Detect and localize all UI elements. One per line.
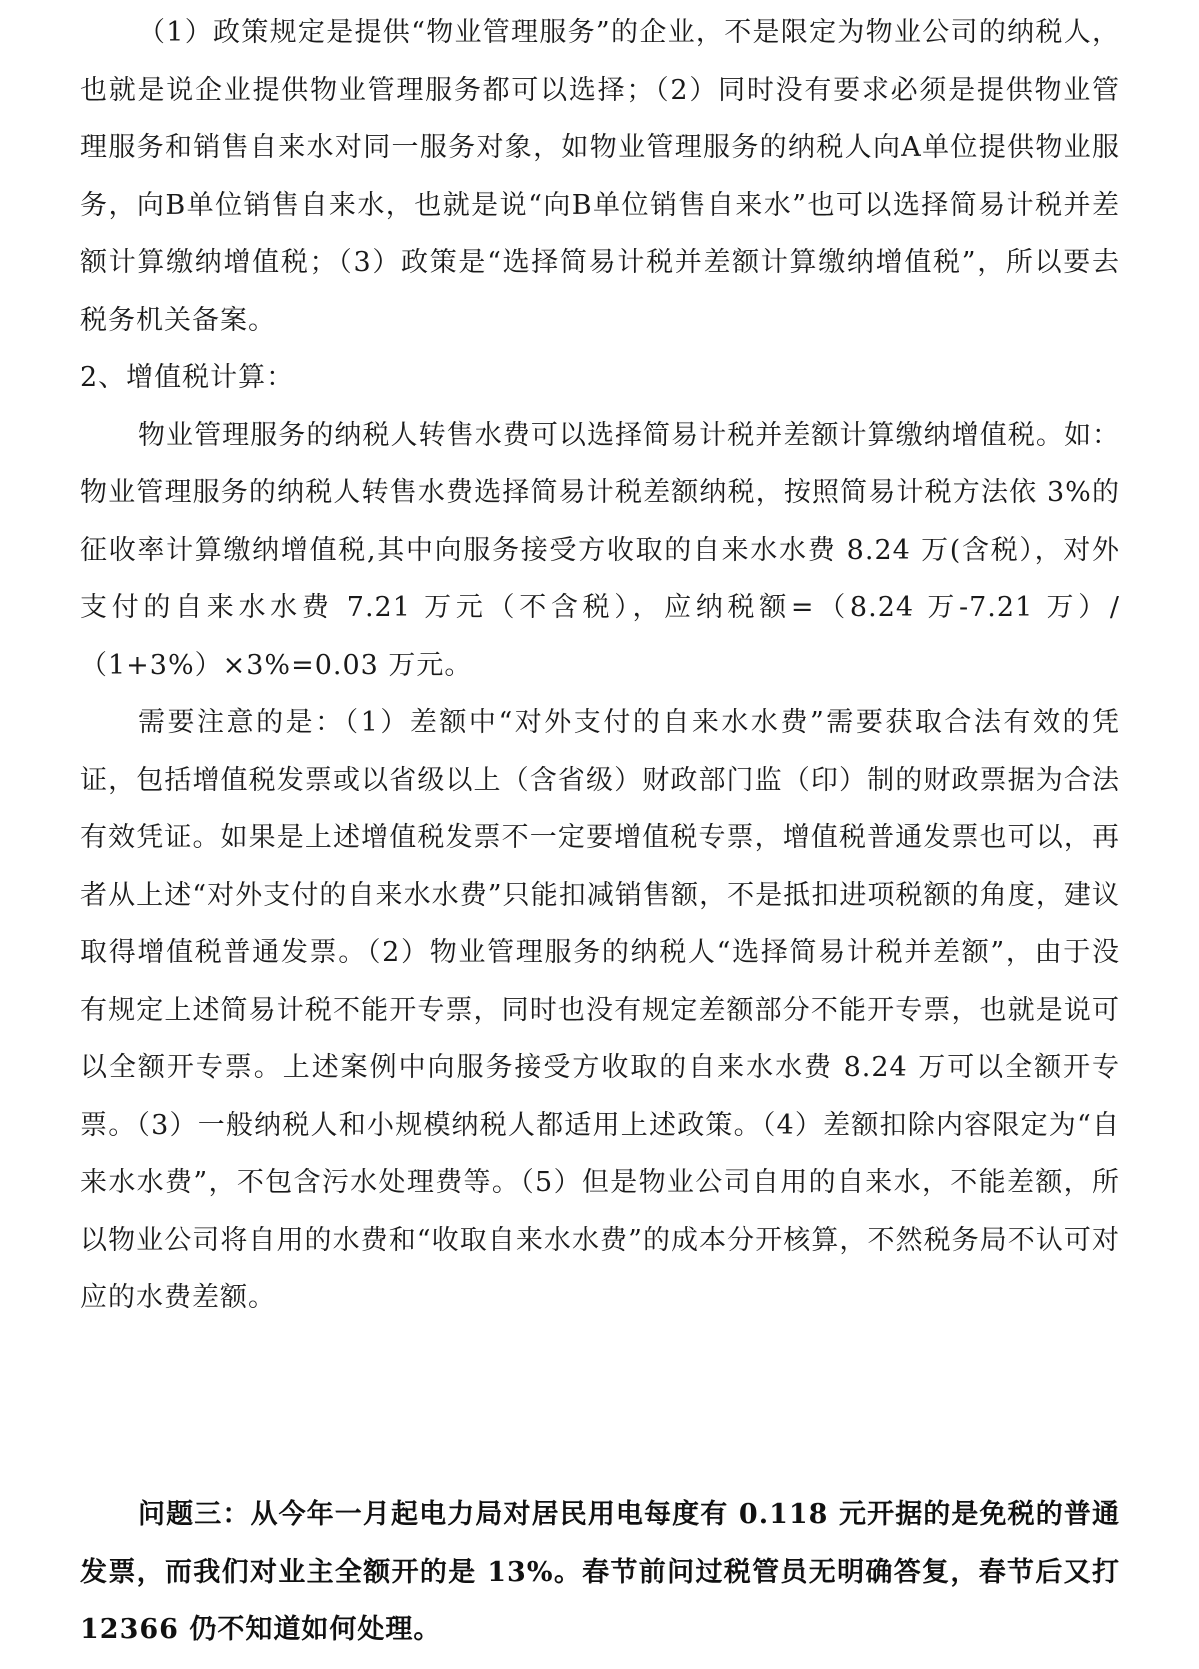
policy-points-paragraph: （1）政策规定是提供“物业管理服务”的企业，不是限定为物业公司的纳税人，也就是说企业提供物业管理服务都可以选择；（2）同时没有要求必须是提供物业管理服务和销售自来水对同一服务对象，如物业管理服务的纳税人向A单位提供物业服务，向B单位销售自来水，也就是说“向B单位销售自来水”也可以选择简易计税并差额计算缴纳增值税；（3）政策是“选择简易计税并差额计算缴纳增值税”，所以要去税务机关备案。 [80, 17, 1120, 336]
notes-paragraph: 需要注意的是：（1）差额中“对外支付的自来水水费”需要获取合法有效的凭证，包括增值税发票或以省级以上（含省级）财政部门监（印）制的财政票据为合法有效凭证。如果是上述增值税发票不一定要增值税专票，增值税普通发票也可以，再者从上述“对外支付的自来水水费”只能扣减销售额，不是抵扣进项税额的角度，建议取得增值税普通发票。（2）物业管理服务的纳税人“选择简易计税并差额”，由于没有规定上述简易计税不能开专票，同时也没有规定差额部分不能开专票，也就是说可以全额开专票。上述案例中向服务接受方收取的自来水水费 8.24 万可以全额开专票。（3）一般纳税人和小规模纳税人都适用上述政策。（4）差额扣除内容限定为“自来水水费”，不包含污水处理费等。（5）但是物业公司自用的自来水，不能差额，所以物业公司将自用的水费和“收取自来水水费”的成本分开核算，不然税务局不认可对应的水费差额。 [80, 707, 1120, 1313]
question-three-block [80, 1486, 1120, 1659]
question-three-paragraph: 问题三：从今年一月起电力局对居民用电每度有 0.118 元开据的是免税的普通发票，而我们对业主全额开的是 13%。春节前问过税管员无明确答复，春节后又打 12366 仍不知道如何处理。 [80, 1499, 1120, 1645]
calculation-example-paragraph: 物业管理服务的纳税人转售水费可以选择简易计税并差额计算缴纳增值税。如：物业管理服务的纳税人转售水费选择简易计税差额纳税，按照简易计税方法依 3%的征收率计算缴纳增值税,其中向服务接受方收取的自来水水费 8.24 万(含税），对外支付的自来水水费 7.21 万元（不含税），应纳税额=（8.24 万-7.21 万）/（1+3%）×3%=0.03 万元。 [80, 419, 1120, 681]
document-body [80, 4, 1120, 1327]
section-heading-vat-calculation: 2、增值税计算： [80, 362, 295, 393]
